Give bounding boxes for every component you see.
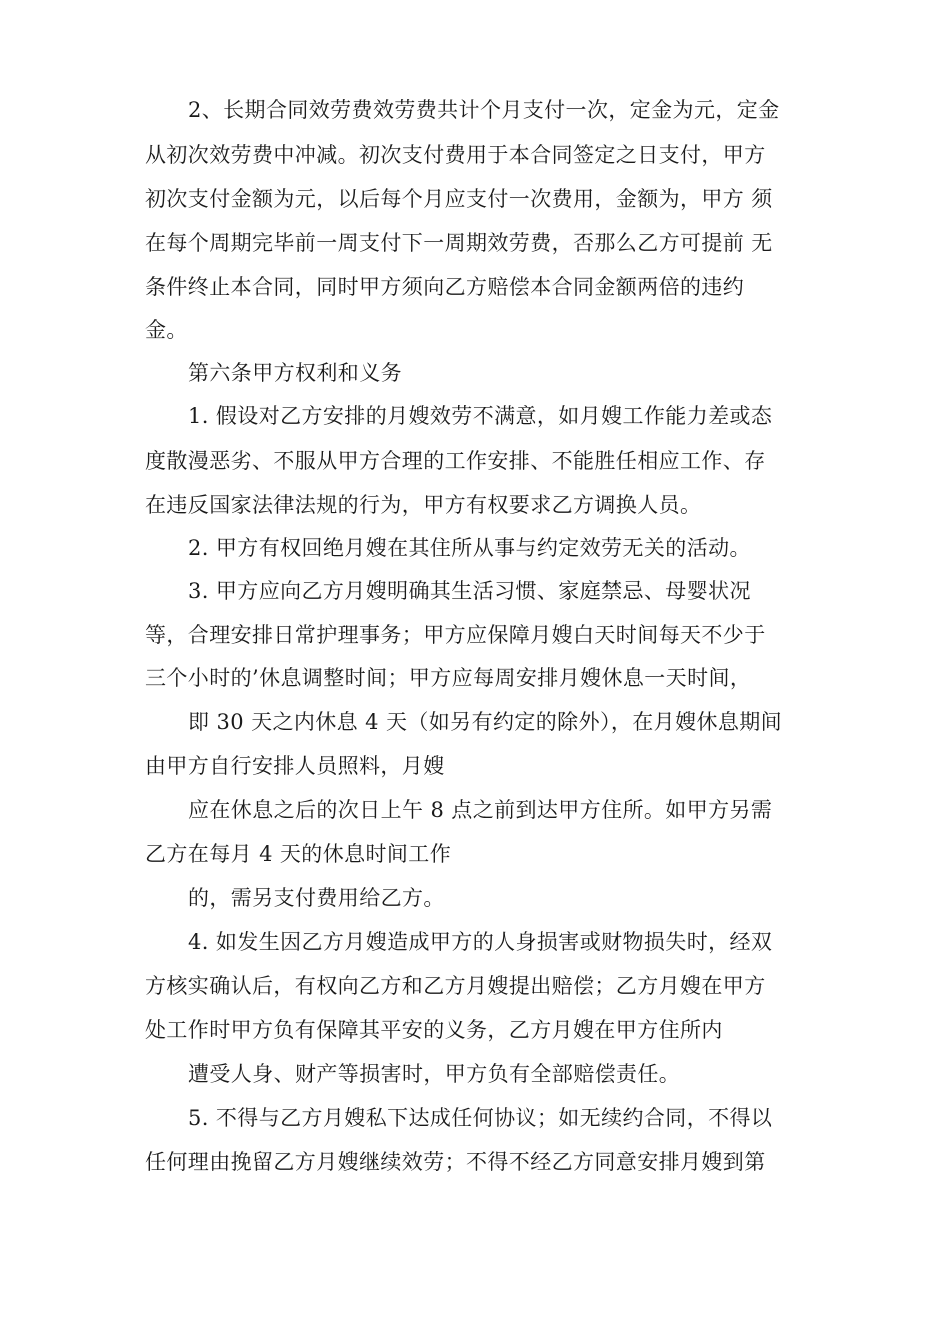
paragraph-line: 在每个周期完毕前一周支付下一周期效劳费，否那么乙方可提前 无 [145, 231, 773, 255]
paragraph-line: 的，需另支付费用给乙方。 [188, 886, 445, 910]
paragraph-line: 初次支付金额为元，以后每个月应支付一次费用，金额为，甲方 须 [145, 187, 773, 211]
paragraph-line: 从初次效劳费中冲减。初次支付费用于本合同签定之日支付，甲方 [145, 143, 766, 167]
paragraph-line: 遭受人身、财产等损害时，甲方负有全部赔偿责任。 [188, 1062, 681, 1086]
paragraph-line: 条件终止本合同，同时甲方须向乙方赔偿本合同金额两倍的违约 [145, 275, 745, 299]
paragraph-line: 4. 如发生因乙方月嫂造成甲方的人身损害或财物损失时，经双 [188, 930, 773, 954]
paragraph-line: 2、长期合同效劳费效劳费共计个月支付一次，定金为元，定金 [188, 98, 780, 122]
paragraph-line: 三个小时的’休息调整时间；甲方应每周安排月嫂休息一天时间， [145, 666, 752, 690]
paragraph-line: 在违反国家法律法规的行为，甲方有权要求乙方调换人员。 [145, 493, 702, 517]
paragraph-line: 等，合理安排日常护理事务；甲方应保障月嫂白天时间每天不少于 [145, 623, 766, 647]
paragraph-line: 由甲方自行安排人员照料，月嫂 [145, 754, 445, 778]
paragraph-line: 1. 假设对乙方安排的月嫂效劳不满意，如月嫂工作能力差或态 [188, 404, 773, 428]
paragraph-line: 5. 不得与乙方月嫂私下达成任何协议；如无续约合同，不得以 [188, 1106, 773, 1130]
paragraph-line: 乙方在每月 4 天的休息时间工作 [145, 842, 452, 866]
paragraph-line: 任何理由挽留乙方月嫂继续效劳；不得不经乙方同意安排月嫂到第 [145, 1150, 766, 1174]
paragraph-line: 应在休息之后的次日上午 8 点之前到达甲方住所。如甲方另需 [188, 798, 773, 822]
paragraph-line: 2. 甲方有权回绝月嫂在其住所从事与约定效劳无关的活动。 [188, 536, 751, 560]
paragraph-line: 处工作时甲方负有保障其平安的义务，乙方月嫂在甲方住所内 [145, 1018, 723, 1042]
paragraph-line: 即 30 天之内休息 4 天（如另有约定的除外），在月嫂休息期间 [188, 710, 783, 734]
paragraph-line: 度散漫恶劣、不服从甲方合理的工作安排、不能胜任相应工作、存 [145, 449, 766, 473]
paragraph-line: 金。 [145, 318, 188, 342]
section-heading: 第六条甲方权利和义务 [188, 361, 402, 385]
paragraph-line: 方核实确认后，有权向乙方和乙方月嫂提出赔偿；乙方月嫂在甲方 [145, 974, 766, 998]
paragraph-line: 3. 甲方应向乙方月嫂明确其生活习惯、家庭禁忌、母婴状况 [188, 579, 751, 603]
